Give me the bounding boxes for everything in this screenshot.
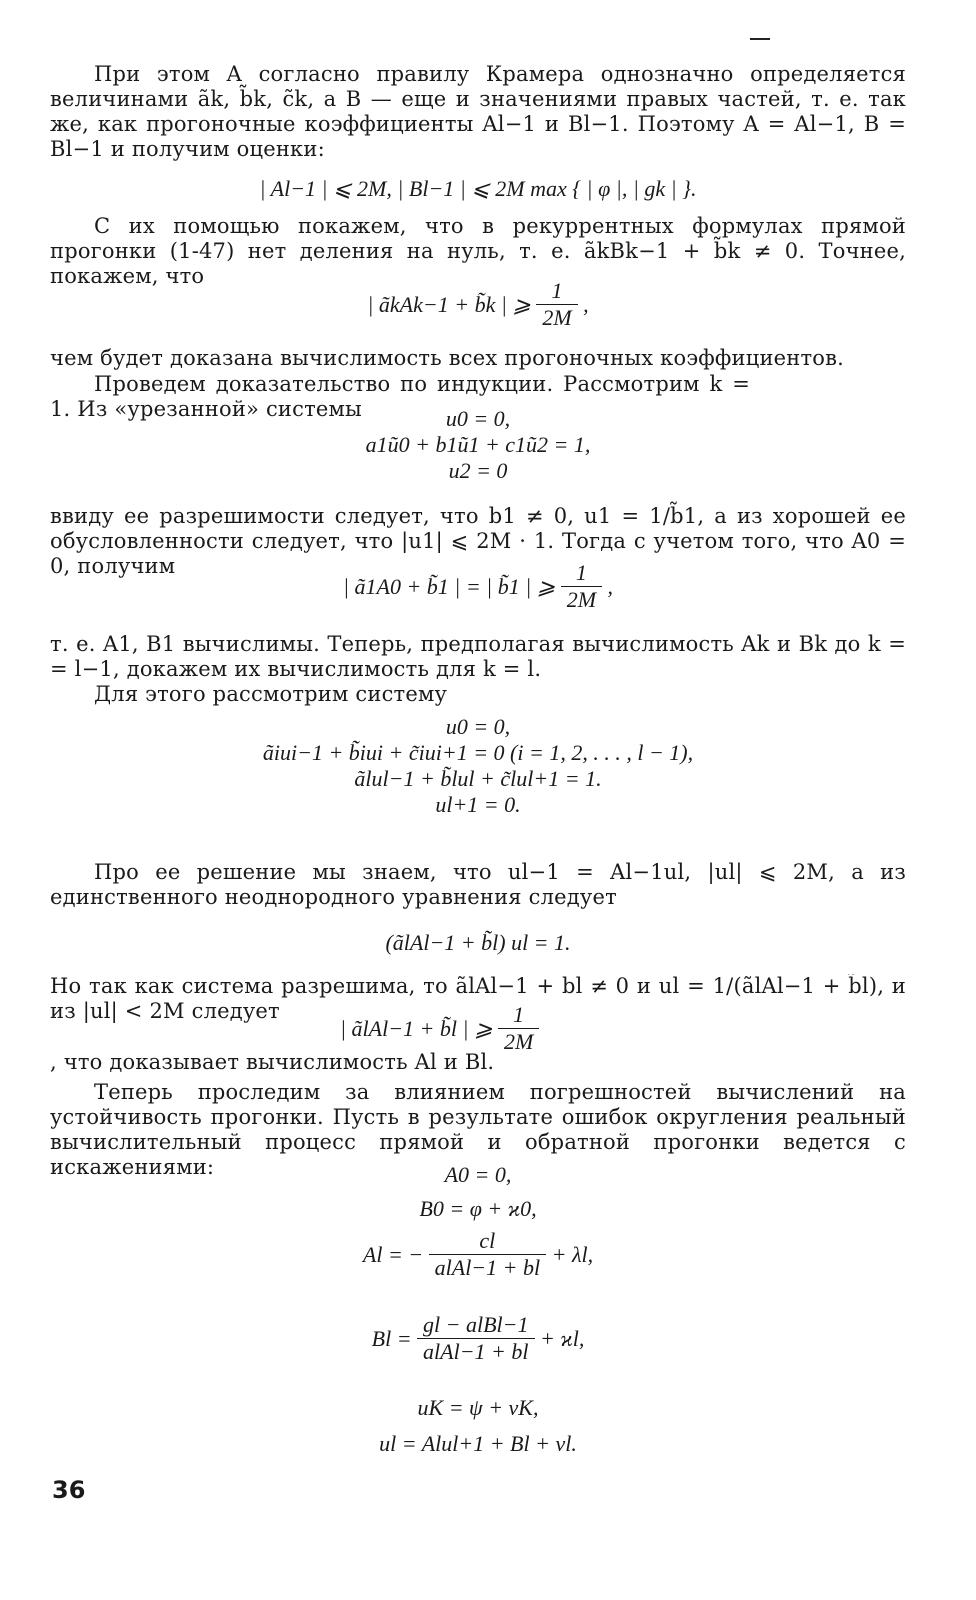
equation-bl-lhs: Bl = [371, 1325, 412, 1351]
truncated-system [50, 406, 906, 484]
fraction-denominator: 2M [542, 305, 572, 330]
fraction-denominator: 2M [566, 587, 597, 612]
system-line: uK = ψ + νK, [417, 1395, 539, 1420]
inequality-1-lhs: | ãkAk−1 + b̃k | ⩾ [367, 291, 531, 317]
system-line: a1ũ0 + b1ũ1 + c1ũ2 = 1, [365, 432, 591, 457]
inequality-1-tail: , [583, 291, 589, 317]
equation-bl-fraction [417, 1312, 534, 1365]
fraction-numerator: gl − alBl−1 [417, 1312, 534, 1339]
system-line: B0 = φ + ϰ0, [419, 1196, 537, 1221]
book-page [50, 0, 906, 1600]
inequality-2-fraction [561, 560, 602, 613]
paragraph-errors: Теперь проследим за влиянием погрешностей вычислений на устойчивость прогонки. Пусть в результате ошибок округления реальный вычислительный процесс прямой и обратной прогонки ведется с искажениями: [50, 1080, 906, 1179]
system-line: A0 = 0, [444, 1162, 512, 1187]
system-line: u0 = 0, [445, 714, 511, 739]
paragraph-computable: т. е. A1, B1 вычислимы. Теперь, предполагая вычислимость Ak и Bk до k = = l−1, докажем их вычислимость для k = l. [50, 632, 906, 681]
paragraph-consider-system: Для этого рассмотрим систему [94, 682, 448, 706]
system-line: ãlul−1 + b̃lul + c̃lul+1 = 1. [354, 766, 602, 791]
paragraph-computability: чем будет доказана вычислимость всех прогоночных коэффициентов. [50, 346, 845, 370]
inequality-2-lhs: | ã1A0 + b̃1 | = | b̃1 | ⩾ [342, 573, 556, 599]
fraction-denominator: alAl−1 + bl [423, 1339, 529, 1364]
equation-al-fraction [429, 1228, 546, 1281]
tridiagonal-system [50, 714, 906, 818]
equation-single: (ãlAl−1 + b̃l) ul = 1. [385, 930, 571, 955]
fraction-numerator: cl [429, 1228, 546, 1255]
equation-estimates: | Al−1 | ⩽ 2M, | Bl−1 | ⩽ 2M max { | φ |, | gk | }. [259, 176, 697, 201]
system-line: u0 = 0, [445, 406, 511, 431]
inequality-3-lhs: | ãlAl−1 + b̃l | ⩾ [340, 1015, 493, 1041]
perturbed-top [50, 1158, 906, 1226]
system-line: ul = Alul+1 + Bl + νl. [379, 1431, 577, 1456]
inequality-2 [50, 560, 906, 613]
fraction-denominator: 2M [504, 1029, 534, 1054]
paragraph-cramer: При этом A согласно правилу Крамера однозначно определяется величинами ãk, b̃k, c̃k, а B — еще и значениями правых частей, т. е. так же, как прогоночные коэффициенты Al−1 и Bl−1. Поэтому A = Al−1, B = Bl−1 и получим оценки: [50, 62, 906, 161]
page-number: 36 [52, 1476, 86, 1504]
paragraph-solution: Про ее решение мы знаем, что ul−1 = Al−1ul, |ul| ⩽ 2M, а из единственного неоднородного уравнения следует [50, 860, 906, 909]
equation-bl-tail: + ϰl, [540, 1325, 585, 1351]
fraction-numerator: 1 [498, 1002, 539, 1029]
paragraph-solvable: Но так как система разрешима, то ãlAl−1 + bl ≠ 0 и ul = 1/(ãlAl−1 + b̃l), и из |ul| < 2M следует [50, 974, 906, 1023]
top-dash [750, 38, 770, 40]
inequality-1-fraction [536, 278, 577, 331]
perturbed-bottom [50, 1390, 906, 1462]
inequality-3 [50, 1002, 906, 1055]
equation-al-lhs: Al = − [362, 1241, 424, 1267]
paragraph-proves: , что доказывает вычислимость Al и Bl. [50, 1050, 495, 1074]
paragraph-recurrent: С их помощью покажем, что в рекуррентных формулах прямой прогонки (1-47) нет деления на нуль, т. е. ãkBk−1 + b̃k ≠ 0. Точнее, покажем, что [50, 214, 906, 288]
equation-al-tail: + λl, [551, 1241, 594, 1267]
fraction-numerator: 1 [536, 278, 577, 305]
paragraph-induction: Проведем доказательство по индукции. Рассмотрим k = 1. Из «урезанной» системы [50, 372, 750, 421]
inequality-3-fraction [498, 1002, 539, 1055]
equation-bl [50, 1312, 906, 1365]
system-line: u2 = 0 [448, 458, 508, 483]
fraction-denominator: alAl−1 + bl [434, 1255, 541, 1280]
inequality-2-tail: , [607, 573, 614, 599]
inequality-1 [50, 278, 906, 331]
equation-al [50, 1228, 906, 1281]
paragraph-solvability: ввиду ее разрешимости следует, что b1 ≠ 0, u1 = 1/b̃1, а из хорошей ее обусловленности следует, что |u1| ⩽ 2M · 1. Тогда с учетом того, что A0 = 0, получим [50, 504, 906, 578]
fraction-numerator: 1 [561, 560, 602, 587]
system-line: ãiui−1 + b̃iui + c̃iui+1 = 0 (i = 1, 2, . . . , l − 1), [262, 740, 694, 765]
system-line: ul+1 = 0. [435, 792, 521, 817]
